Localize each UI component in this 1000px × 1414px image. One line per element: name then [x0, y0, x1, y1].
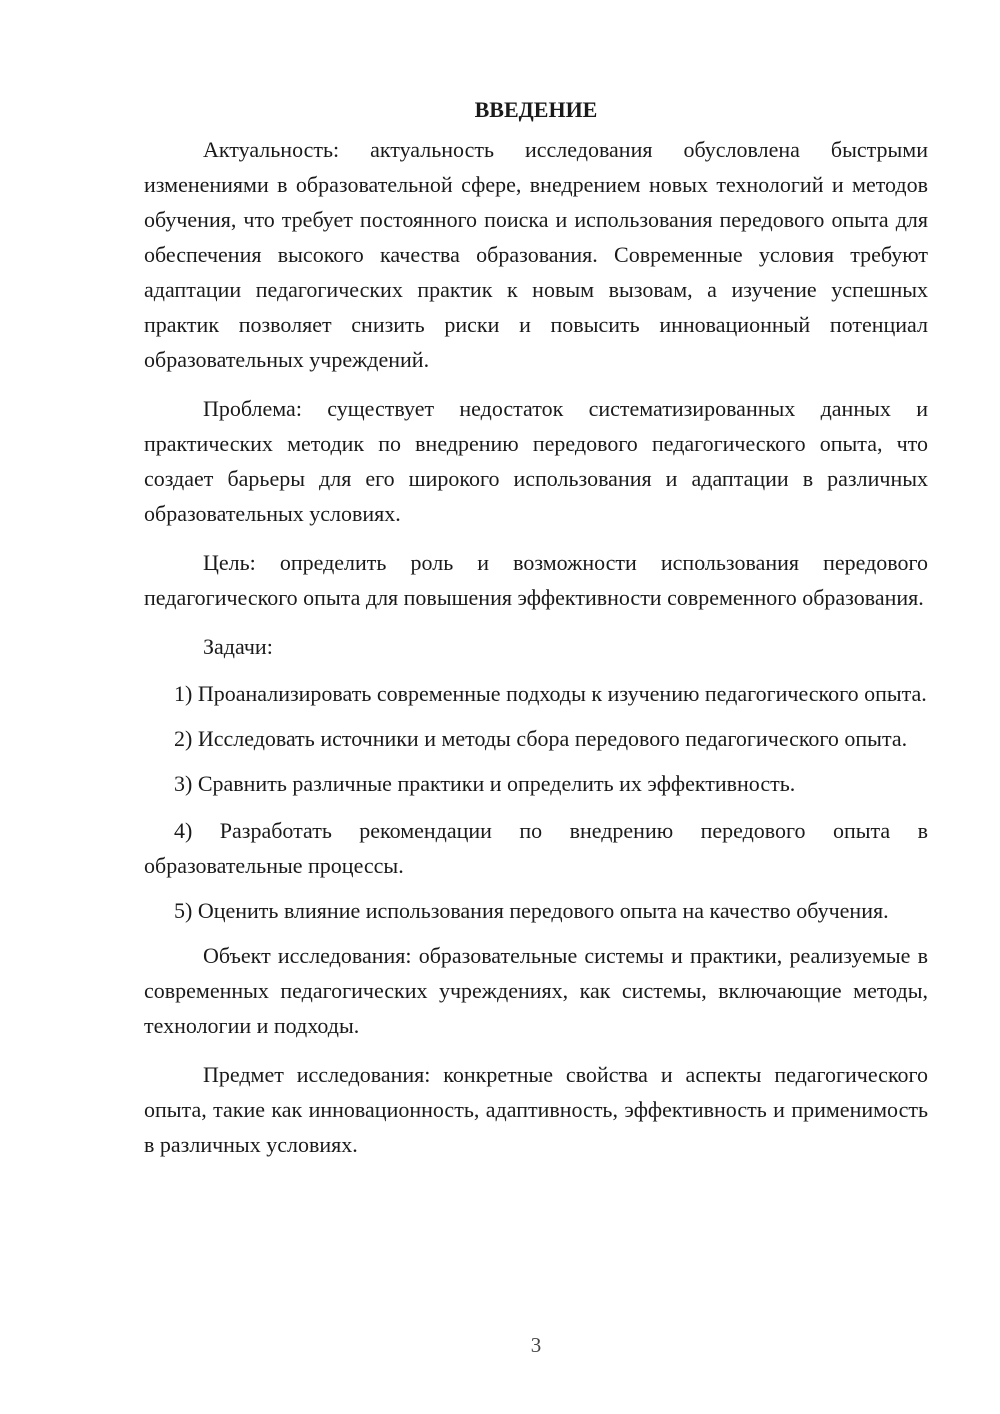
section-title: ВВЕДЕНИЕ	[474, 97, 598, 122]
paragraph-problem: Проблема: существует недостаток систематизированных данных и практических методик по внедрению передового педагогического опыта, что создает барьеры для его широкого использования и адаптации в различных образовательных условиях.	[144, 396, 928, 526]
page-number: 3	[530, 1333, 542, 1357]
tasks-heading: Задачи:	[203, 634, 273, 659]
task-item-4: 4) Разработать рекомендации по внедрению передового опыта в образовательные процессы.	[144, 818, 928, 878]
paragraph-object: Объект исследования: образовательные системы и практики, реализуемые в современных педагогических учреждениях, как системы, включающие методы, технологии и подходы.	[144, 943, 928, 1038]
task-item-5: 5) Оценить влияние использования передового опыта на качество обучения.	[174, 898, 889, 923]
paragraph-relevance: Актуальность: актуальность исследования обусловлена быстрыми изменениями в образовательной сфере, внедрением новых технологий и методов обучения, что требует постоянного поиска и использования передового опыта для обеспечения высокого качества образования. Современные условия требуют адаптации педагогических практик к новым вызовам, а изучение успешных практик позволяет снизить риски и повысить инновационный потенциал образовательных учреждений.	[144, 137, 928, 372]
document-page	[144, 92, 928, 1176]
paragraph-subject: Предмет исследования: конкретные свойства и аспекты педагогического опыта, такие как инновационность, адаптивность, эффективность и применимость в различных условиях.	[144, 1062, 928, 1157]
task-item-2: 2) Исследовать источники и методы сбора передового педагогического опыта.	[174, 726, 908, 751]
task-item-3: 3) Сравнить различные практики и определить их эффективность.	[174, 771, 796, 796]
paragraph-goal: Цель: определить роль и возможности использования передового педагогического опыта для повышения эффективности современного образования.	[144, 550, 928, 610]
task-item-1: 1) Проанализировать современные подходы к изучению педагогического опыта.	[174, 681, 927, 706]
